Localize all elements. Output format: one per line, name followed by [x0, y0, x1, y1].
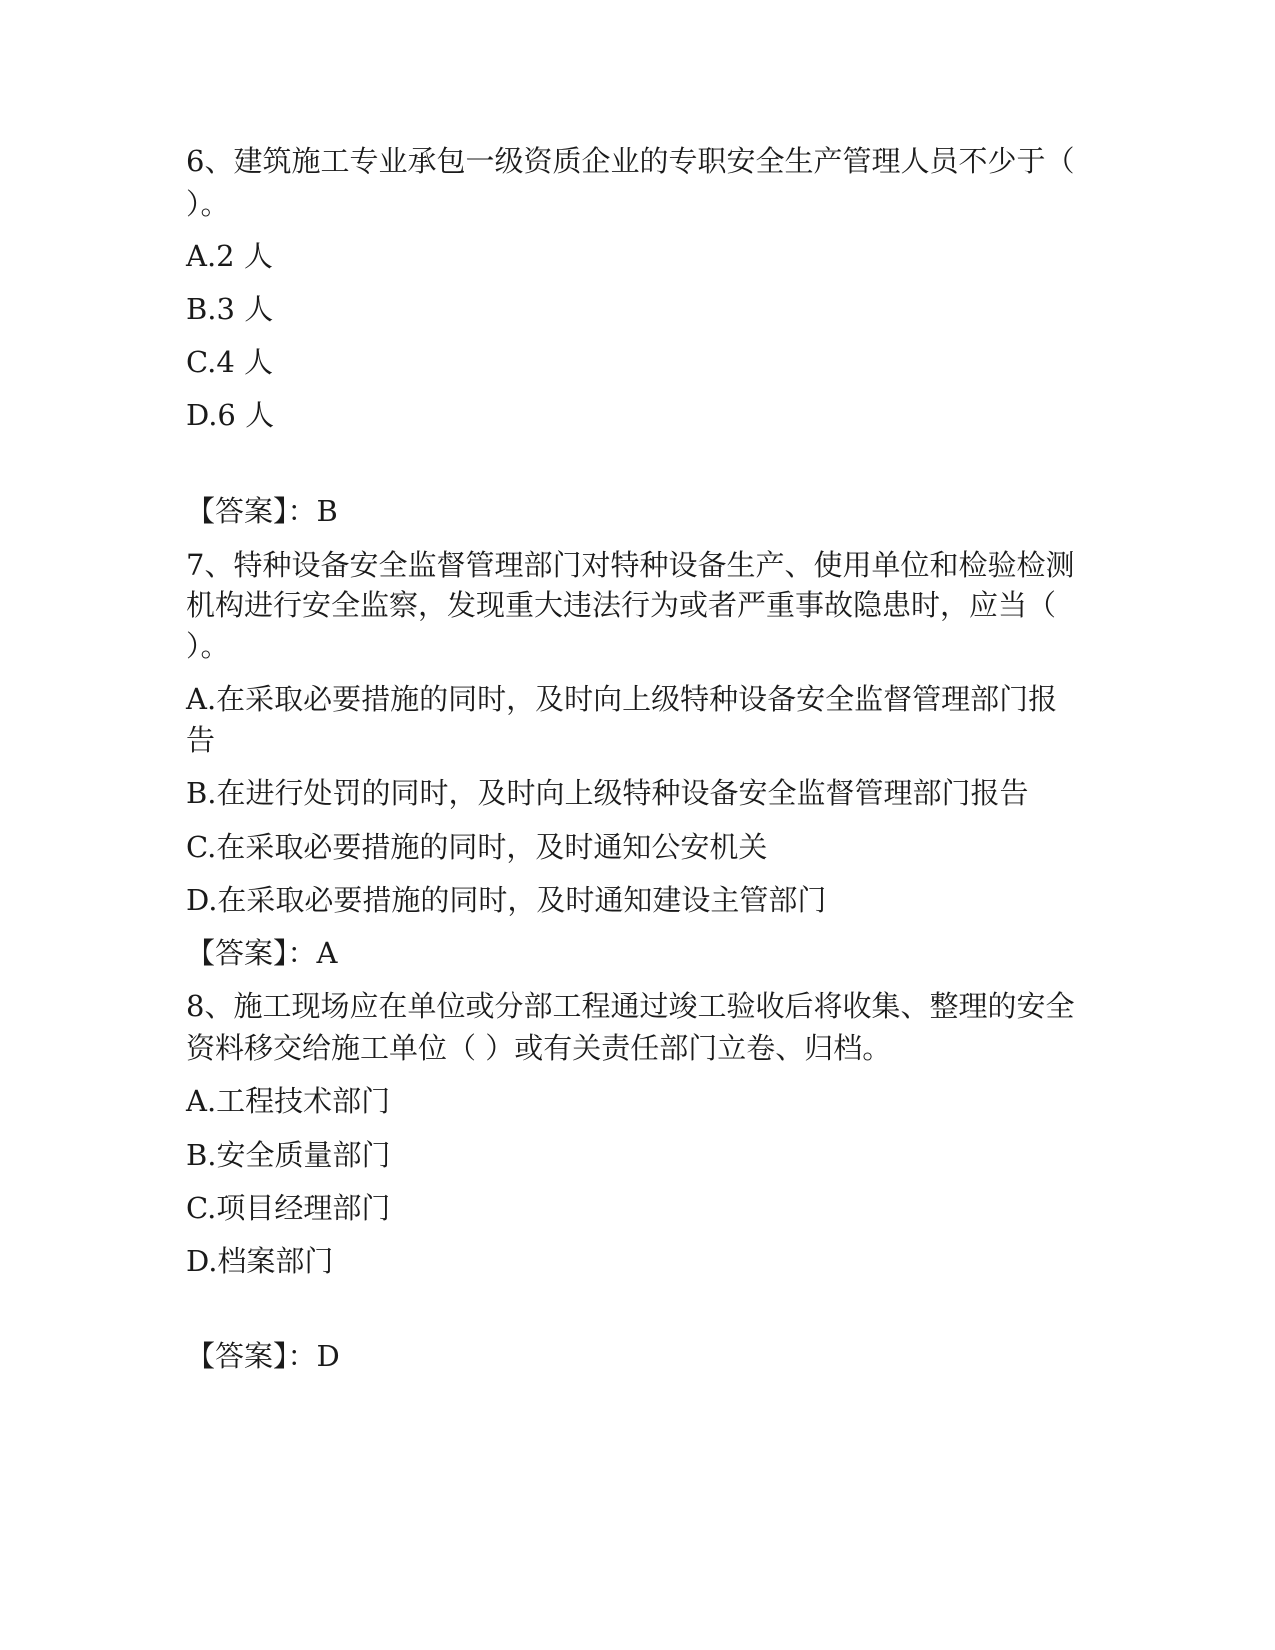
- question-8-option-c: C.项目经理部门: [186, 1191, 391, 1225]
- question-7-stem-line-3: ）。: [186, 629, 230, 663]
- question-8-option-a: A.工程技术部门: [186, 1084, 391, 1118]
- question-8-option-b: B.安全质量部门: [186, 1138, 391, 1172]
- question-7-option-c: C.在采取必要措施的同时，及时通知公安机关: [186, 830, 768, 864]
- question-8-stem-line-2: 资料移交给施工单位（ ）或有关责任部门立卷、归档。: [186, 1031, 892, 1065]
- question-7-answer: 【答案】：A: [186, 936, 338, 970]
- question-7-stem-line-2: 机构进行安全监察，发现重大违法行为或者严重事故隐患时，应当（: [186, 588, 1057, 622]
- question-7-option-a-line-1: A.在采取必要措施的同时，及时向上级特种设备安全监督管理部门报: [186, 682, 1058, 716]
- question-6-option-c: C.4 人: [186, 345, 274, 379]
- question-7-option-a-line-2: 告: [186, 723, 216, 757]
- question-7-stem-line-1: 7、特种设备安全监督管理部门对特种设备生产、使用单位和检验检测: [186, 548, 1075, 582]
- question-6-answer: 【答案】：B: [186, 494, 338, 528]
- question-6-stem-line-2: ）。: [186, 187, 230, 221]
- question-6-option-b: B.3 人: [186, 292, 274, 326]
- question-6-option-a: A.2 人: [186, 239, 273, 273]
- question-6-stem-line-1: 6、建筑施工专业承包一级资质企业的专职安全生产管理人员不少于（: [186, 144, 1075, 178]
- question-8-stem-line-1: 8、施工现场应在单位或分部工程通过竣工验收后将收集、整理的安全: [186, 989, 1075, 1023]
- question-7-option-d: D.在采取必要措施的同时，及时通知建设主管部门: [186, 883, 827, 917]
- question-8-option-d: D.档案部门: [186, 1244, 334, 1278]
- question-8-answer: 【答案】：D: [186, 1339, 340, 1373]
- question-7-option-b: B.在进行处罚的同时，及时向上级特种设备安全监督管理部门报告: [186, 776, 1029, 810]
- question-6-option-d: D.6 人: [186, 398, 275, 432]
